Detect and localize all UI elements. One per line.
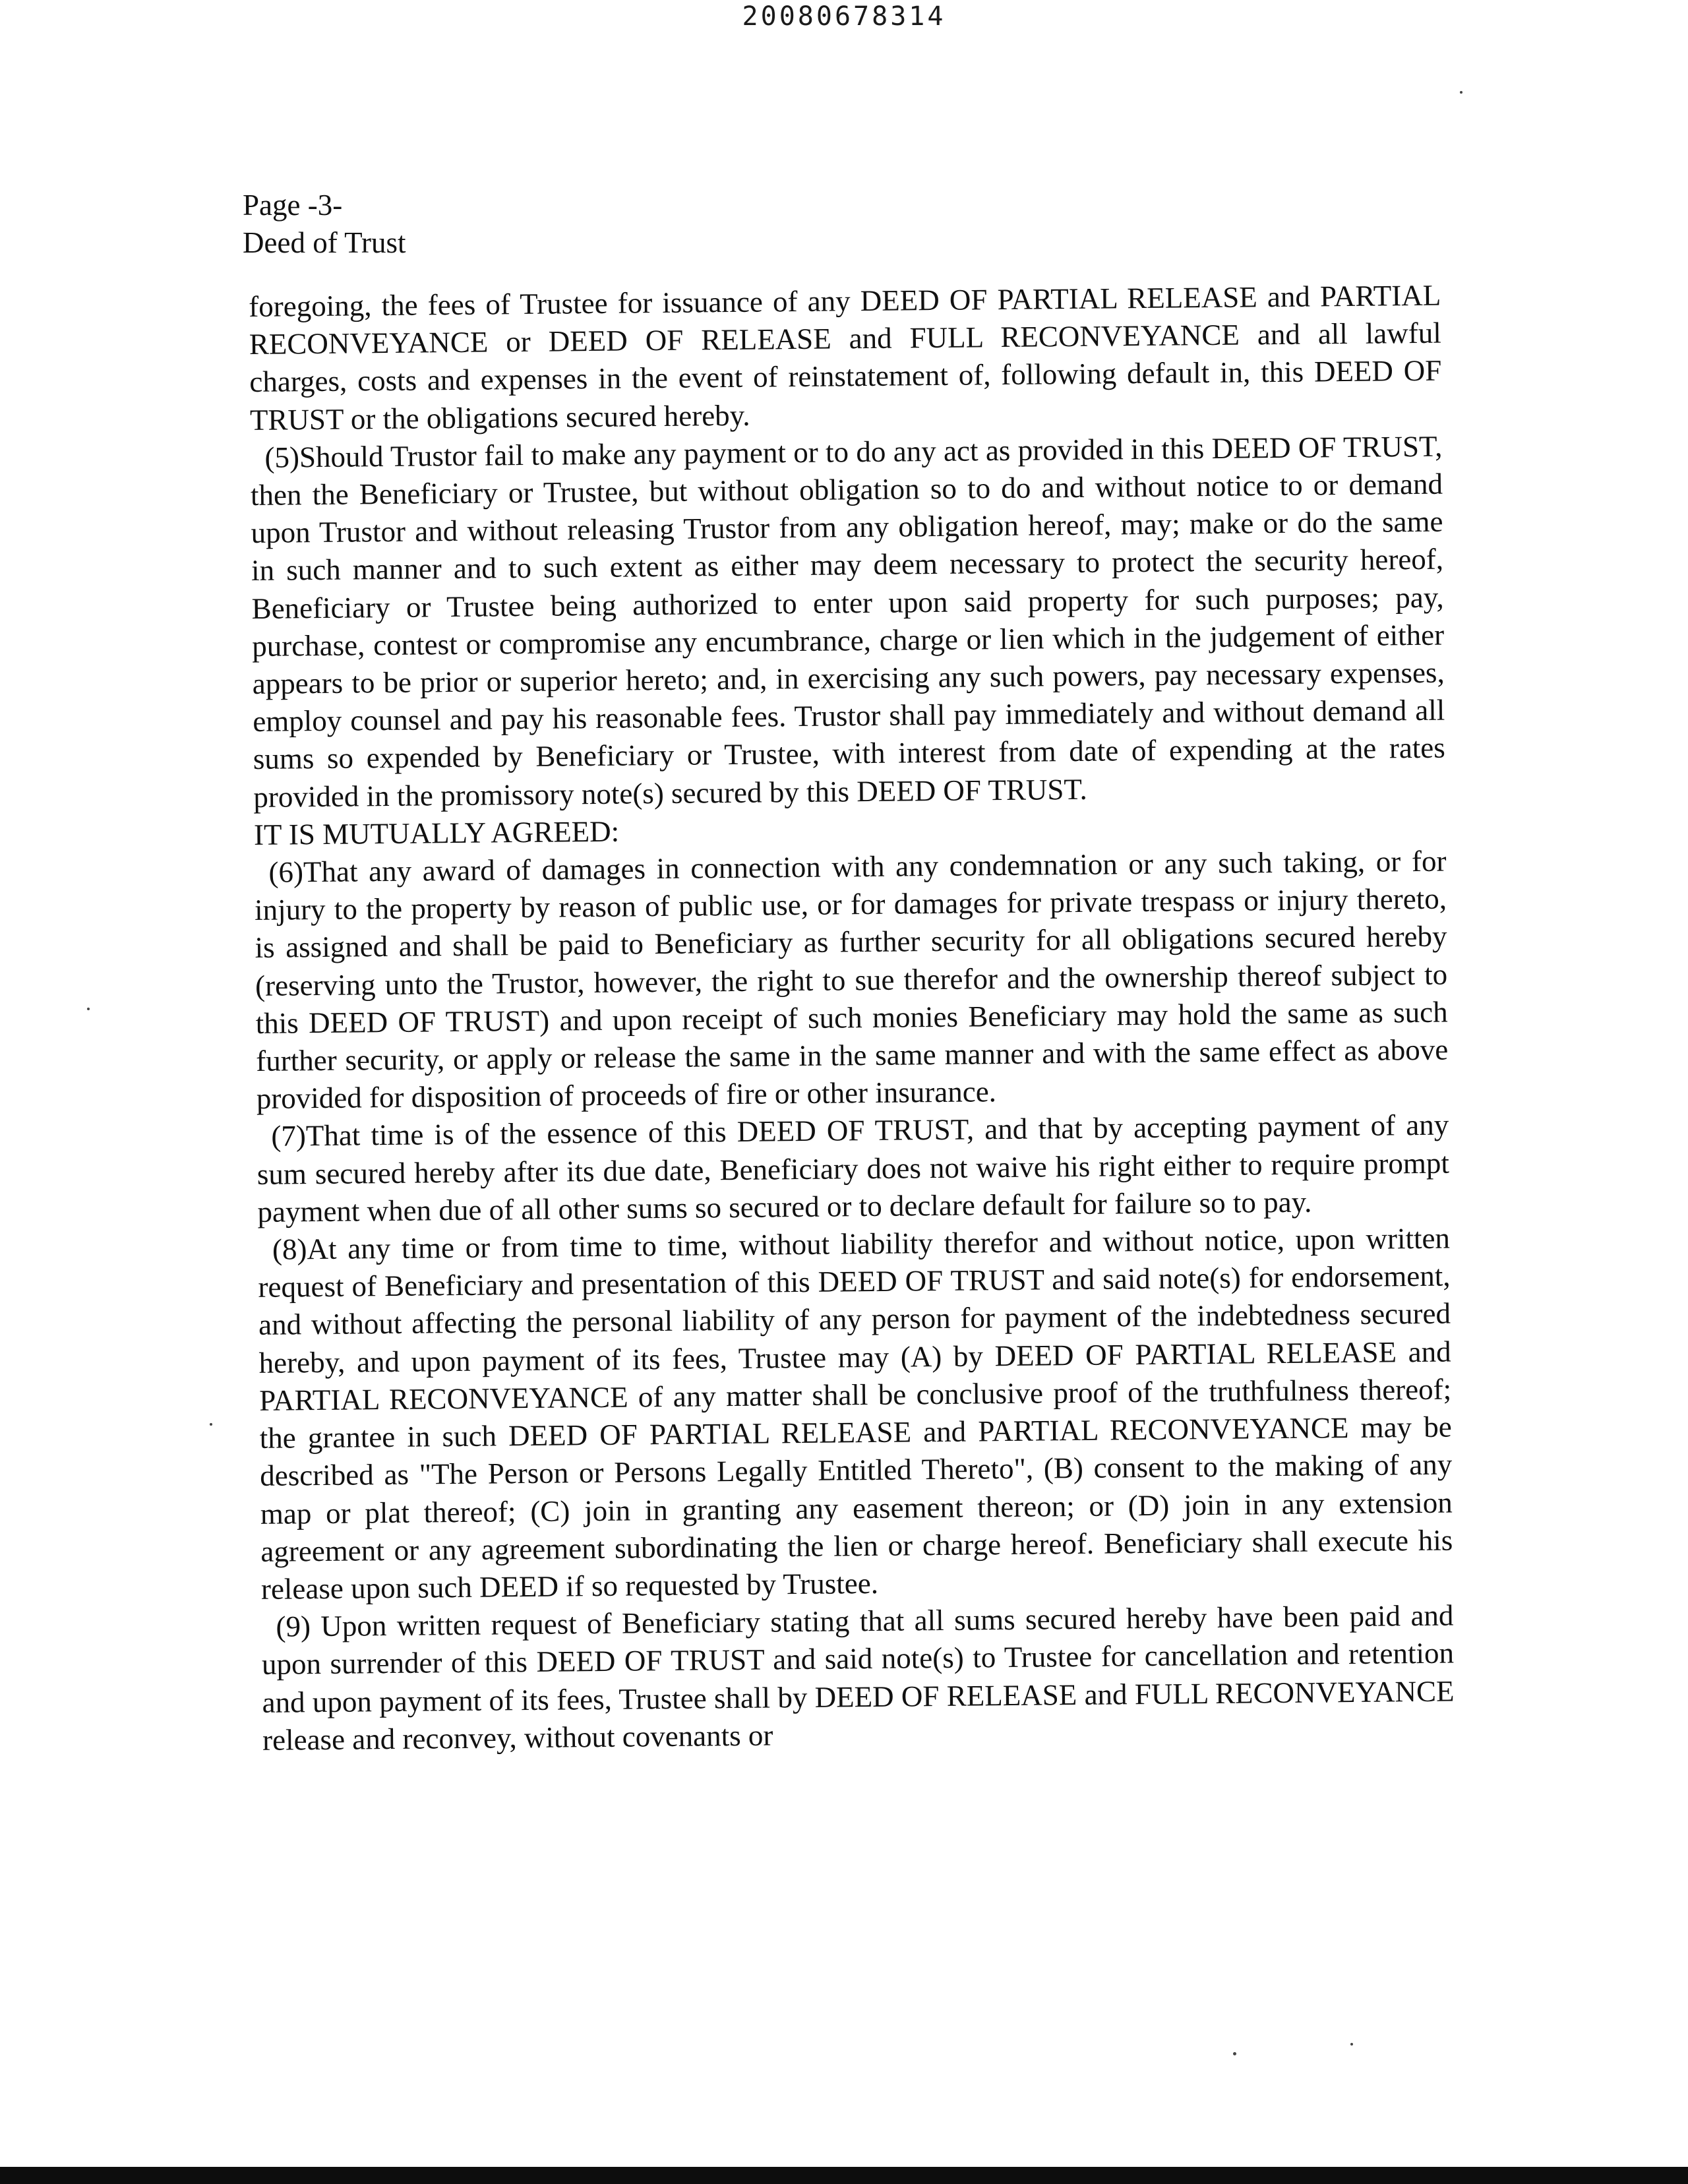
paragraph-5: (5)Should Trustor fail to make any payment or to do any act as provided in this DEED OF TRUST, then the Beneficiary or Trustee, but without obligation so to do and without notice to or demand upon Trustor and without releasing Trustor from any obligation hereof, may; make or do the same in such manner and to such extent as either may deem necessary to protect the security hereof, Beneficiary or Trustee being authorized to enter upon said property for such purposes; pay, purchase, contest or compromise any encumbrance, charge or lien which in the judgement of either appears to be prior or superior hereto; and, in exercising any such powers, pay necessary expenses, employ counsel and pay his reasonable fees. Trustor shall pay immediately and without demand all sums so expended by Beneficiary or Trustee, with interest from date of expending at the rates provided in the promissory note(s) secured by this DEED OF TRUST. (250, 429, 1446, 814)
paragraph-8: (8)At any time or from time to time, without liability therefor and without notice, upon written request of Beneficiary and presentation of this DEED OF TRUST and said note(s) for endorsement, and without affecting the personal liability of any person for payment of the indebtedness secured hereby, and upon payment of its fees, Trustee may (A) by DEED OF PARTIAL RELEASE and PARTIAL RECONVEYANCE of any matter shall be conclusive proof of the truthfulness thereof; the grantee in such DEED OF PARTIAL RELEASE and PARTIAL RECONVEYANCE may be described as "The Person or Persons Legally Entitled Thereto", (B) consent to the making of any map or plat thereof; (C) join in granting any easement thereon; or (D) join in any extension agreement or any agreement subordinating the lien or charge hereof. Beneficiary shall execute his release upon such DEED if so requested by Trustee. (258, 1221, 1453, 1606)
scan-speck (1460, 91, 1462, 94)
scan-speck (87, 1008, 90, 1010)
page-header (243, 187, 406, 262)
paragraph-9: (9) Upon written request of Beneficiary stating that all sums secured hereby have been paid and upon surrender of this DEED OF TRUST and said note(s) to Trustee for cancellation and retention and upon payment of its fees, Trustee shall by DEED OF RELEASE and FULL RECONVEYANCE release and reconvey, without covenants or (261, 1598, 1455, 1757)
recording-number: 20080678314 (742, 1, 946, 32)
scan-speck (210, 1423, 212, 1426)
scan-speck (1233, 2052, 1236, 2055)
scan-bottom-edge (0, 2167, 1688, 2184)
paragraph-6: (6)That any award of damages in connection with any condemnation or any such taking, or for injury to the property by reason of public use, or for damages for private trespass or injury thereto, is assigned and shall be paid to Beneficiary as further security for all obligations secured hereby (reserving unto the Trustor, however, the right to sue therefor and the ownership thereof subject to this DEED OF TRUST) and upon receipt of such monies Beneficiary may hold the same as such further security, or apply or release the same in the same manner and with the same effect as above provided for disposition of proceeds of fire or other insurance. (254, 844, 1449, 1116)
scan-speck (1350, 2043, 1353, 2046)
page-label: Page -3- (243, 189, 343, 222)
section-heading-mutually-agreed: IT IS MUTUALLY AGREED: (253, 814, 620, 851)
paragraph-continuation: foregoing, the fees of Trustee for issuance of any DEED OF PARTIAL RELEASE and PARTIAL RECONVEYANCE or DEED OF RELEASE and FULL RECONVEYANCE and all lawful charges, costs and expenses in the event of reinstatement of, following default in, this DEED OF TRUST or the obligations secured hereby. (249, 278, 1442, 437)
paragraph-7: (7)That time is of the essence of this DEED OF TRUST, and that by accepting payment of any sum secured hereby after its due date, Beneficiary does not waive his right either to require prompt payment when due of all other sums so secured or to declare default for failure so to pay. (256, 1108, 1450, 1228)
document-title: Deed of Trust (243, 226, 406, 259)
document-body (249, 277, 1455, 1759)
